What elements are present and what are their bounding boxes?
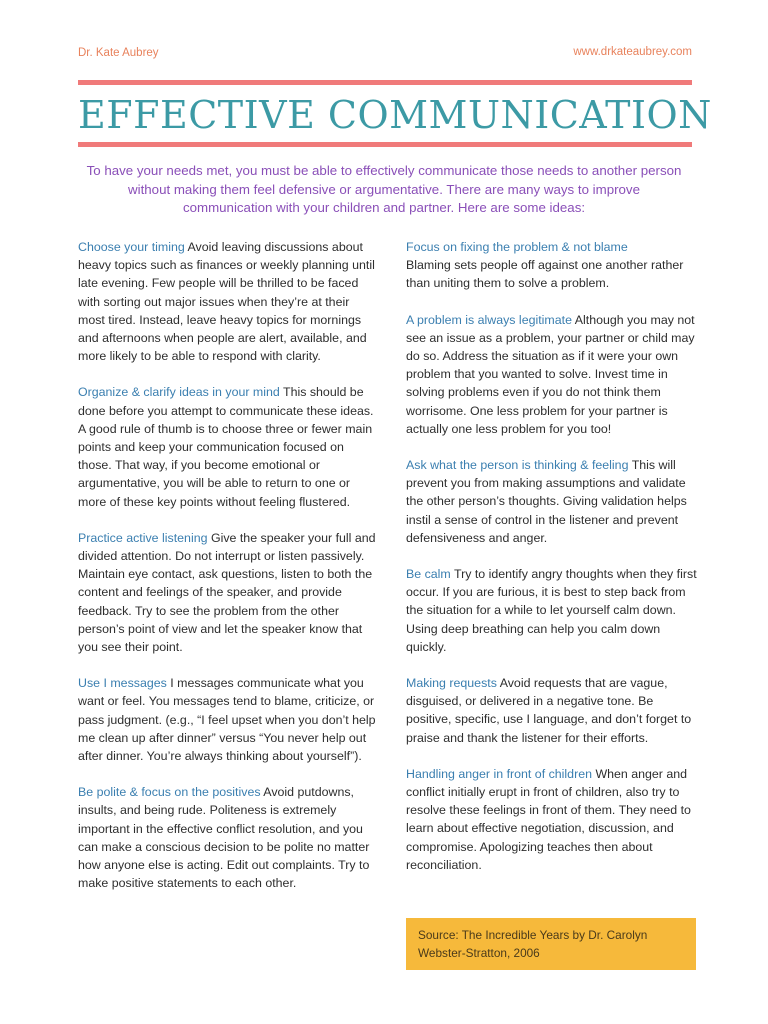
tip-heading: Use I messages [78,676,167,691]
tip-text: Avoid leaving discussions about heavy topics such as finances or weekly planning until late evening. Few people will be thrilled to be faced with sorting out major issues when they’re at their most tired. Instead, leave heavy topics for mornings and afternoons when people are alert, available, and more likely to be able to respond with clarity. [78,240,375,364]
tip-text: This should be done before you attempt to communicate these ideas. A good rule of thumb is to choose three or fewer main points and keep your communication focused on those. That way, if you become emotional or argumentative, you will be able to return to one or more of these key points without feeling flustered. [78,385,374,509]
tip-heading: Focus on fixing the problem & not blame [406,240,628,254]
tip-heading: Be polite & focus on the positives [78,785,261,800]
tip-active-listening [78,529,378,656]
tip-ask-thinking [406,456,698,547]
tip-heading: A problem is always legitimate [406,312,572,327]
tip-be-polite [78,783,378,892]
tip-heading: Making requests [406,676,497,691]
tip-text: When anger and conflict initially erupt in front of children, also try to resolve these feelings in front of them. They need to learn about effective negotiation, discussion, and compromise. Apologizing teaches then about reconciliation. [406,766,691,872]
tip-heading: Ask what the person is thinking & feeling [406,458,629,473]
tip-text: This will prevent you from making assumptions and validate the other person’s thoughts. Giving validation helps instil a sense of control in the listener and prevent defensiveness and anger. [406,458,687,545]
tip-heading: Organize & clarify ideas in your mind [78,385,280,400]
author-name: Dr. Kate Aubrey [78,47,159,59]
tip-handling-anger [406,765,698,874]
tip-text: Avoid requests that are vague, disguised, or delivered in a negative tone. Be positive, specific, use I language, and don’t forget to praise and thank the listener for their efforts. [406,676,692,745]
left-column [78,238,378,911]
tip-choose-timing [78,238,378,365]
tip-text: Although you may not see an issue as a problem, your partner or child may do so. Address the situation as if it were your own problem that you wanted to solve. Invest time in solving problems even if you do not think them worrisome. One less problem for your partner is actually one less problem for you too! [406,312,695,436]
tip-text: I messages communicate what you want or feel. You messages tend to blame, criticize, or pass judgment. (e.g., “I feel upset when you don’t help me clean up after dinner” versus “You never help out after dinner. You’re always thinking about yourself”). [78,676,376,764]
tip-text: Avoid putdowns, insults, and being rude. Politeness is extremely important in the effective conflict resolution, and you can make a conscious decision to be polite no matter how anyone else is acting. Edit out complaints. Try to make positive statements to each other. [78,785,370,891]
tip-heading: Choose your timing [78,240,185,254]
tip-heading: Be calm [406,567,451,582]
top-divider [78,80,692,85]
intro-paragraph: To have your needs met, you must be able to effectively communicate those needs to another person without making them feel defensive or argumentative. There are many ways to improve communication with your children and partner. Here are some ideas: [86,163,682,215]
bottom-divider [78,142,692,147]
tip-heading: Handling anger in front of children [406,766,592,781]
tip-text: Blaming sets people off against one another rather than uniting them to solve a problem. [406,258,684,291]
tip-text: Try to identify angry thoughts when they first occur. If you are furious, it is best to step back from the situation for a while to let yourself calm down. Using deep breathing can help you calm down quickly. [406,567,697,654]
source-citation-box: Source: The Incredible Years by Dr. Carolyn Webster-Stratton, 2006 [406,918,696,970]
tip-making-requests [406,674,698,747]
page-title: EFFECTIVE COMMUNICATION [78,93,712,137]
right-column [406,238,698,892]
tip-fix-problem [406,238,698,293]
tip-be-calm [406,565,698,656]
tip-organize-ideas [78,383,378,510]
tip-problem-legitimate [406,311,698,438]
website-url[interactable]: www.drkateaubrey.com [573,46,692,58]
tip-heading: Practice active listening [78,530,208,545]
tip-i-messages [78,674,378,765]
tip-text: Give the speaker your full and divided attention. Do not interrupt or listen passively. Maintain eye contact, ask questions, listen to both the content and feelings of the speaker, and provide feedback. Try to see the problem from the other person’s point of view and let the speaker know that you see their point. [78,530,376,655]
